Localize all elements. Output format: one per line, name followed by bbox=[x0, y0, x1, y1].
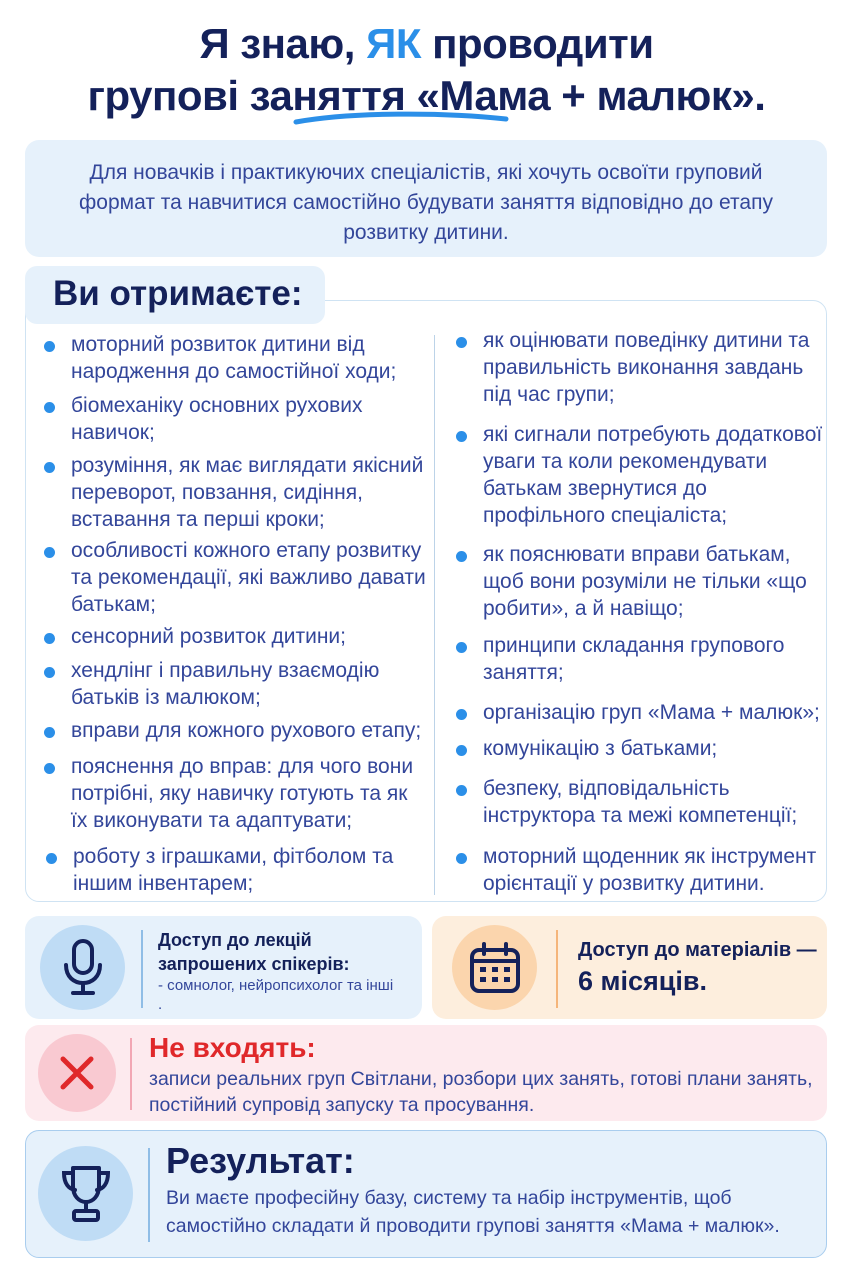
calendar-icon-glyph bbox=[468, 941, 522, 995]
benefit-text: організацію груп «Мама + малюк»; bbox=[483, 701, 820, 724]
benefit-text: біомеханіку основних рухових навичок; bbox=[71, 394, 363, 444]
benefit-text: принципи складання групового заняття; bbox=[483, 634, 785, 684]
bullet-dot bbox=[456, 853, 467, 864]
benefit-left-8 bbox=[71, 753, 426, 834]
trophy-icon bbox=[38, 1146, 133, 1241]
title-accent-word: ЯК bbox=[366, 20, 421, 67]
bullet-dot bbox=[44, 402, 55, 413]
result-divider bbox=[148, 1148, 150, 1242]
title-underline-decoration bbox=[292, 110, 510, 128]
microphone-icon bbox=[40, 925, 125, 1010]
not-included-title: Не входять: bbox=[149, 1032, 316, 1063]
benefit-text: безпеку, відповідальність інструктора та межі компетенції; bbox=[483, 777, 798, 827]
access-divider bbox=[556, 930, 558, 1008]
bullet-dot bbox=[456, 709, 467, 720]
benefit-text: хендлінг і правильну взаємодію батьків із малюком; bbox=[71, 659, 380, 709]
bullet-dot bbox=[44, 667, 55, 678]
benefit-text: сенсорний розвиток дитини; bbox=[71, 625, 346, 648]
title-line-1-end: проводити bbox=[420, 20, 654, 67]
benefit-left-7 bbox=[71, 717, 431, 744]
access-title: Доступ до матеріалів — bbox=[578, 939, 817, 961]
benefit-right-5 bbox=[483, 699, 825, 726]
speakers-title: Доступ до лекцій запрошених спікерів: bbox=[158, 930, 350, 974]
result-text: Ви маєте професійну базу, систему та набір інструментів, щоб самостійно складати й проводити групові заняття «Мама + малюк». bbox=[166, 1187, 780, 1237]
cross-icon bbox=[38, 1034, 116, 1112]
benefit-right-2 bbox=[483, 421, 825, 529]
bullet-dot bbox=[456, 431, 467, 442]
benefit-left-2 bbox=[71, 392, 421, 446]
benefit-text: особливості кожного етапу розвитку та рекомендації, які важливо давати батькам; bbox=[71, 539, 426, 616]
benefit-text: роботу з іграшками, фітболом та іншим інвентарем; bbox=[73, 845, 394, 895]
benefit-text: як оцінювати поведінку дитини та правильність виконання завдань під час групи; bbox=[483, 329, 810, 406]
benefit-left-4 bbox=[71, 537, 433, 618]
benefit-left-1 bbox=[71, 331, 421, 385]
benefit-text: пояснення до вправ: для чого вони потрібні, яку навичку готують та як їх виконувати та адаптувати; bbox=[71, 755, 414, 832]
benefit-right-8 bbox=[483, 843, 825, 897]
title-line-1 bbox=[0, 18, 853, 70]
column-divider bbox=[434, 335, 435, 895]
benefit-text: моторний розвиток дитини від народження до самостійної ходи; bbox=[71, 333, 397, 383]
benefit-text: які сигнали потребують додаткової уваги та коли рекомендувати батькам звернутися до профільного спеціаліста; bbox=[483, 423, 823, 527]
bullet-dot bbox=[44, 727, 55, 738]
benefit-right-3 bbox=[483, 541, 818, 622]
not-included-text: записи реальних груп Світлани, розбори цих занять, готові плани занять, постійний супровід запуску та просування. bbox=[149, 1068, 813, 1116]
result-title: Результат: bbox=[166, 1140, 355, 1181]
cross-icon-glyph bbox=[59, 1055, 95, 1091]
intro-box bbox=[25, 140, 827, 257]
benefit-left-3 bbox=[71, 452, 433, 533]
benefit-left-9 bbox=[73, 843, 403, 897]
title-line-2: групові заняття «Мама + малюк». bbox=[87, 72, 766, 119]
benefit-left-6 bbox=[71, 657, 421, 711]
calendar-icon bbox=[452, 925, 537, 1010]
title-line-1-start: Я знаю, bbox=[199, 20, 367, 67]
access-duration: 6 місяців. bbox=[578, 966, 707, 996]
bullet-dot bbox=[46, 853, 57, 864]
bullet-dot bbox=[44, 547, 55, 558]
speakers-divider bbox=[141, 930, 143, 1008]
bullet-dot bbox=[44, 763, 55, 774]
microphone-icon-glyph bbox=[60, 939, 106, 997]
benefit-right-7 bbox=[483, 775, 818, 829]
bullet-dot bbox=[456, 785, 467, 796]
bullet-dot bbox=[456, 551, 467, 562]
bullet-dot bbox=[44, 633, 55, 644]
bullet-dot bbox=[456, 337, 467, 348]
benefit-text: комунікацію з батьками; bbox=[483, 737, 718, 760]
not-included-divider bbox=[130, 1038, 132, 1110]
benefit-text: як пояснювати вправи батькам, щоб вони розуміли не тільки «що робити», а й навіщо; bbox=[483, 543, 807, 620]
benefit-right-4 bbox=[483, 632, 818, 686]
benefit-text: розуміння, як має виглядати якісний переворот, повзання, сидіння, вставання та перші кроки; bbox=[71, 454, 424, 531]
benefit-text: вправи для кожного рухового етапу; bbox=[71, 719, 422, 742]
benefit-text: моторний щоденник як інструмент орієнтації у розвитку дитини. bbox=[483, 845, 817, 895]
bullet-dot bbox=[44, 341, 55, 352]
intro-text: Для новачків і практикуючих спеціалістів, які хочуть освоїти груповий формат та навчитися самостійно будувати заняття відповідно до етапу розвитку дитини. bbox=[79, 161, 773, 244]
bullet-dot bbox=[44, 462, 55, 473]
benefit-left-5 bbox=[71, 623, 426, 650]
bullet-dot bbox=[456, 642, 467, 653]
speakers-subtitle: - сомнолог, нейропсихолог та інші . bbox=[158, 977, 394, 1013]
page-title bbox=[0, 18, 853, 122]
trophy-icon-glyph bbox=[59, 1164, 113, 1224]
benefits-heading: Ви отримаєте: bbox=[25, 266, 325, 324]
benefit-right-1 bbox=[483, 327, 818, 408]
benefit-right-6 bbox=[483, 735, 818, 762]
bullet-dot bbox=[456, 745, 467, 756]
